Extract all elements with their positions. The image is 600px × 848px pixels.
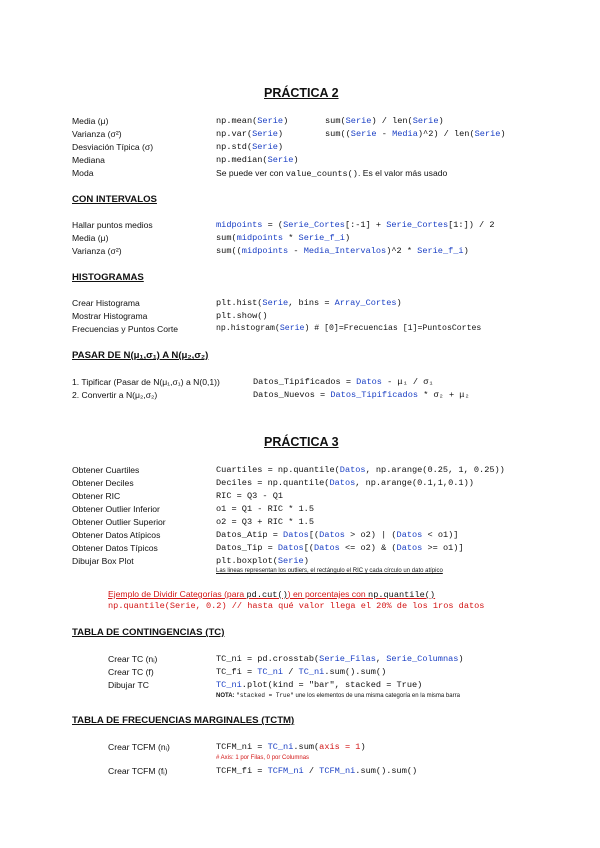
label-mediana: Mediana: [72, 155, 105, 165]
section-intervalos-title: CON INTERVALOS: [72, 194, 157, 205]
section-histogramas-title: HISTOGRAMAS: [72, 272, 144, 283]
label-outlier-superior: Obtener Outlier Superior: [72, 517, 166, 527]
code-media-intervalos: sum(midpoints * Serie_f_i): [216, 233, 351, 243]
code-crear-tc-f: TC_fi = TC_ni / TC_ni.sum().sum(): [216, 667, 387, 677]
code-frecuencias: np.histogram(Serie) # [0]=Frecuencias [1]=PuntosCortes: [216, 324, 482, 333]
code-crear-histograma: plt.hist(Serie, bins = Array_Cortes): [216, 298, 402, 308]
label-outlier-inferior: Obtener Outlier Inferior: [72, 504, 160, 514]
label-moda: Moda: [72, 168, 94, 178]
label-frecuencias: Frecuencias y Puntos Corte: [72, 324, 179, 334]
label-dibujar-tc: Dibujar TC: [108, 680, 149, 690]
code-box-plot: plt.boxplot(Serie): [216, 556, 309, 566]
code-varianza-intervalos: sum((midpoints - Media_Intervalos)^2 * Serie_f_i): [216, 246, 469, 256]
label-crear-tc-ni: Crear TC (nᵢ): [108, 654, 158, 664]
label-box-plot: Dibujar Box Plot: [72, 556, 134, 566]
label-deciles: Obtener Deciles: [72, 478, 134, 488]
boxplot-note: Las lineas representan los outliers, el rectángulo el RIC y cada círculo un dato atípico: [216, 568, 443, 574]
section-tctm-title: TABLA DE FRECUENCIAS MARGINALES (TCTM): [72, 715, 295, 726]
label-crear-tc-f: Crear TC (f): [108, 667, 154, 677]
practica2-title: PRÁCTICA 2: [264, 86, 339, 100]
code-outlier-inferior: o1 = Q1 - RIC * 1.5: [216, 504, 314, 514]
code-mostrar-histograma: plt.show(): [216, 311, 268, 321]
label-varianza: Varianza (σ²): [72, 129, 122, 139]
code-datos-atipicos: Datos_Atip = Datos[(Datos > o2) | (Datos < o1)]: [216, 530, 459, 540]
code-mediana: np.median(Serie): [216, 155, 299, 165]
example-quantile-code: np.quantile(Serie, 0.2) // hasta qué valor llega el 20% de los 1ros datos: [108, 601, 485, 611]
code-media: np.mean(Serie): [216, 116, 289, 126]
label-crear-tcfm-fi: Crear TCFM (fᵢ): [108, 766, 168, 776]
code-crear-tc-ni: TC_ni = pd.crosstab(Serie_Filas, Serie_Columnas): [216, 654, 464, 664]
code-datos-tipicos: Datos_Tip = Datos[(Datos <= o2) & (Datos >= o1)]: [216, 543, 464, 553]
code-cuartiles: Cuartiles = np.quantile(Datos, np.arange(0.25, 1, 0.25)): [216, 465, 505, 475]
label-datos-atipicos: Obtener Datos Atípicos: [72, 530, 161, 540]
practica3-title: PRÁCTICA 3: [264, 435, 339, 449]
code-deciles: Deciles = np.quantile(Datos, np.arange(0.1,1,0.1)): [216, 478, 474, 488]
label-convertir: 2. Convertir a N(μ₂,σ₂): [72, 390, 158, 400]
label-datos-tipicos: Obtener Datos Típicos: [72, 543, 158, 553]
axis-note: # Axis: 1 por Filas, 0 por Columnas: [216, 755, 310, 761]
code-tipificar: Datos_Tipificados = Datos - μ₁ / σ₁: [253, 377, 434, 387]
label-media: Media (μ): [72, 116, 109, 126]
code-desviacion: np.std(Serie): [216, 142, 284, 152]
label-mostrar-histograma: Mostrar Histograma: [72, 311, 148, 321]
label-media-intervalos: Media (μ): [72, 233, 109, 243]
example-quantile-title: Ejemplo de Dividir Categorías (para pd.cut()) en porcentajes con np.quantile(): [108, 589, 436, 600]
label-ric: Obtener RIC: [72, 491, 121, 501]
code-ric: RIC = Q3 - Q1: [216, 491, 284, 501]
label-puntos-medios: Hallar puntos medios: [72, 220, 153, 230]
label-desviacion: Desviación Típica (σ): [72, 142, 154, 152]
code-convertir: Datos_Nuevos = Datos_Tipificados * σ₂ + μ₂: [253, 390, 470, 400]
code-outlier-superior: o2 = Q3 + RIC * 1.5: [216, 517, 314, 527]
code-varianza-alt: sum((Serie - Media)^2) / len(Serie): [325, 129, 506, 139]
code-puntos-medios: midpoints = (Serie_Cortes[:-1] + Serie_Cortes[1:]) / 2: [216, 220, 495, 230]
code-dibujar-tc: TC_ni.plot(kind = "bar", stacked = True): [216, 680, 423, 690]
section-pasar-title: PASAR DE N(μ₁,σ₁) A N(μ₂,σ₂): [72, 350, 209, 361]
code-crear-tcfm-fi: TCFM_fi = TCFM_ni / TCFM_ni.sum().sum(): [216, 766, 418, 776]
code-varianza: np.var(Serie): [216, 129, 284, 139]
label-cuartiles: Obtener Cuartiles: [72, 465, 140, 475]
section-tc-title: TABLA DE CONTINGENCIAS (TC): [72, 627, 225, 638]
text-moda: Se puede ver con value_counts(). Es el valor más usado: [216, 168, 448, 179]
code-crear-tcfm-ni: TCFM_ni = TC_ni.sum(axis = 1): [216, 742, 366, 752]
label-crear-tcfm-ni: Crear TCFM (nᵢ): [108, 742, 170, 752]
label-varianza-intervalos: Varianza (σ²): [72, 246, 122, 256]
code-media-alt: sum(Serie) / len(Serie): [325, 116, 444, 126]
label-crear-histograma: Crear Histograma: [72, 298, 140, 308]
tc-note: NOTA: "stacked = True" une los elementos de una misma categoría en la misma barra: [216, 692, 460, 699]
label-tipificar: 1. Tipificar (Pasar de N(μ₁,σ₁) a N(0,1)): [72, 377, 220, 387]
